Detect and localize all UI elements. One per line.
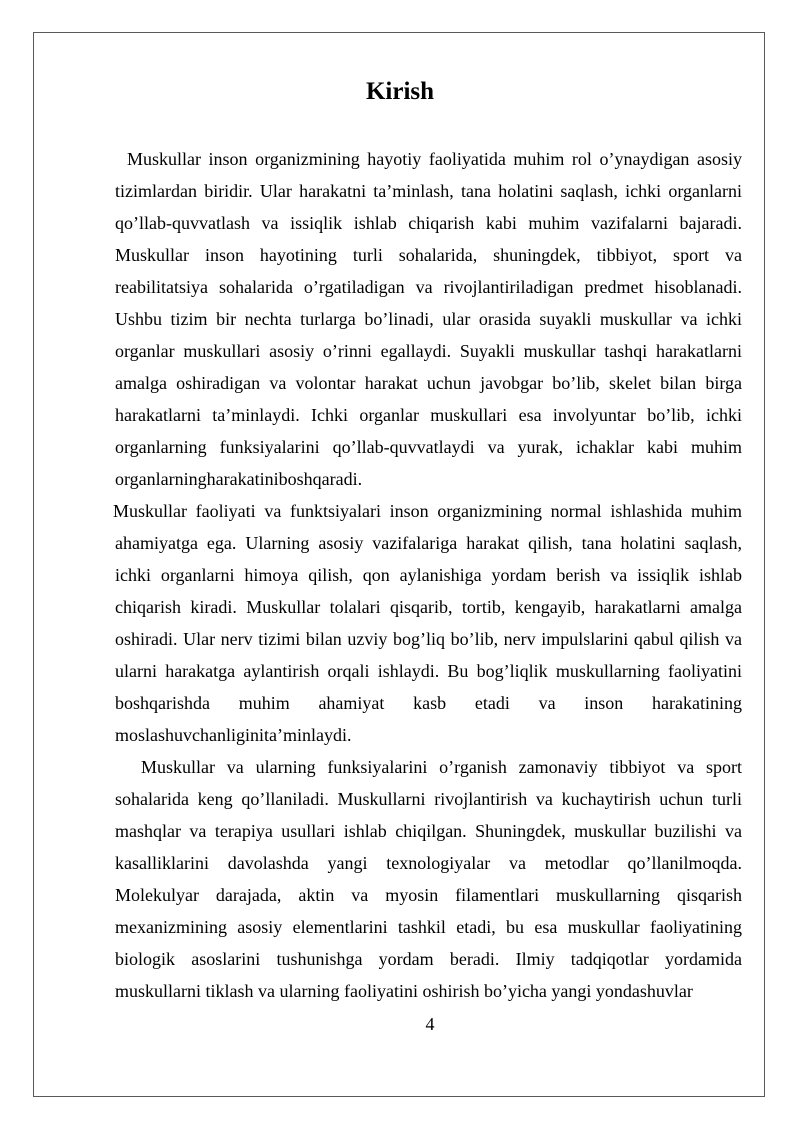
- paragraph-2: Muskullar faoliyati va funktsiyalari inson organizmining normal ishlashida muhim ahamiyatga ega. Ularning asosiy vazifalariga harakat qilish, tana holatini saqlash, ichki organlarni himoya qilish, qon aylanishiga yordam berish va issiqlik ishlab chiqarish kiradi. Muskullar tolalari qisqarib, tortib, kengayib, harakatlarni amalga oshiradi. Ular nerv tizimi bilan uzviy bog’liq bo’lib, nerv impulslarini qabul qilish va ularni harakatga aylantirish orqali ishlaydi. Bu bog’liqlik muskullarning faoliyatini boshqarishda muhim ahamiyat kasb etadi va inson harakatining moslashuvchanliginita’minlaydi.: [113, 501, 742, 745]
- body-text: [115, 143, 742, 1007]
- page-number: 4: [425, 1014, 435, 1034]
- paragraph-1: Muskullar inson organizmining hayotiy faoliyatida muhim rol o’ynaydigan asosiy tizimlardan biridir. Ular harakatni ta’minlash, tana holatini saqlash, ichki organlarni qo’llab-quvvatlash va issiqlik ishlab chiqarish kabi muhim vazifalarni bajaradi. Muskullar inson hayotining turli sohalarida, shuningdek, tibbiyot, sport va reabilitatsiya sohalarida o’rgatiladigan va rivojlantiriladigan predmet hisoblanadi. Ushbu tizim bir nechta turlarga bo’linadi, ular orasida suyakli muskullar va ichki organlar muskullari asosiy o’rinni egallaydi. Suyakli muskullar tashqi harakatlarni amalga oshiradigan va volontar harakat uchun javobgar bo’lib, skelet bilan birga harakatlarni ta’minlaydi. Ichki organlar muskullari esa involyuntar bo’lib, ichki organlarning funksiyalarini qo’llab-quvvatlaydi va yurak, ichaklar kabi muhim organlarningharakatiniboshqaradi.: [115, 149, 742, 489]
- paragraph-3: Muskullar va ularning funksiyalarini o’rganish zamonaviy tibbiyot va sport sohalarida keng qo’llaniladi. Muskullarni rivojlantirish va kuchaytirish uchun turli mashqlar va terapiya usullari ishlab chiqilgan. Shuningdek, muskullar buzilishi va kasalliklarini davolashda yangi texnologiyalar va metodlar qo’llanilmoqda. Molekulyar darajada, aktin va myosin filamentlari muskullarning qisqarish mexanizmining asosiy elementlarini tashkil etadi, bu esa muskullar faoliyatining biologik asoslarini tushunishga yordam beradi. Ilmiy tadqiqotlar yordamida muskullarni tiklash va ularning faoliyatini oshirish bo’yicha yangi yondashuvlar: [115, 757, 742, 1001]
- page-title: Kirish: [365, 78, 435, 105]
